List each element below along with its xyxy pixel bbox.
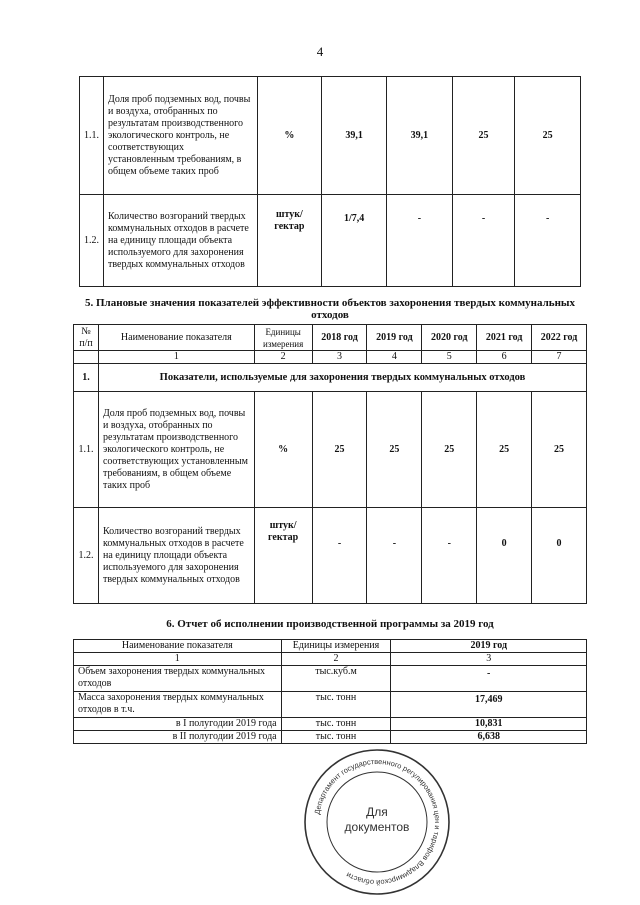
value-cell: 39,1 (387, 77, 453, 195)
page-number: 4 (316, 44, 324, 59)
indicator-name: Доля проб подземных вод, почвы и воздуха, отобранных по результатам производственного экологического контроль, не соответствующих установленным требованиям, в общем объеме таких проб (98, 392, 254, 508)
index-cell: 1 (74, 653, 282, 666)
header-year: 2021 год (477, 325, 532, 351)
index-row (74, 653, 587, 666)
value-cell: 6,638 (391, 731, 587, 744)
table-row (74, 392, 587, 508)
header-row (74, 325, 587, 351)
indicator-name: в I полугодии 2019 года (74, 718, 282, 731)
value-cell: - (452, 195, 515, 287)
table-row (80, 195, 581, 287)
group-title: Показатели, используемые для захоронения твердых коммунальных отходов (98, 364, 586, 392)
header-year: 2018 год (312, 325, 367, 351)
table-row (74, 666, 587, 692)
index-cell: 3 (312, 351, 367, 364)
indicator-name: Количество возгораний твердых коммунальных отходов в расчете на единицу площади объекта используемого для захоронения твердых коммунальных отходов (104, 195, 258, 287)
section-6-title: 6. Отчет об исполнении производственной программы за 2019 год (166, 618, 494, 630)
header-name: Наименование показателя (98, 325, 254, 351)
table-row (74, 692, 587, 718)
stamp-center-line2: документов (344, 820, 410, 834)
value-cell: 25 (477, 392, 532, 508)
stamp-center-line1: Для (366, 805, 388, 819)
unit: % (257, 77, 322, 195)
indicator-name: Количество возгораний твердых коммунальных отходов в расчете на единицу площади объекта используемого для захоронения твердых коммунальных отходов (98, 508, 254, 604)
unit: % (254, 392, 312, 508)
official-stamp (303, 748, 451, 896)
indicator-name: в II полугодии 2019 года (74, 731, 282, 744)
index-cell: 3 (391, 653, 587, 666)
table-row (74, 508, 587, 604)
value-cell: - (367, 508, 422, 604)
indicator-name: Масса захоронения твердых коммунальных отходов в т.ч. (74, 692, 282, 718)
indicator-name: Доля проб подземных вод, почвы и воздуха, отобранных по результатам производственного экологического контроль, не соответствующих установленным требованиям, в общем объеме таких проб (104, 77, 258, 195)
value-cell: 25 (312, 392, 367, 508)
table-row (74, 718, 587, 731)
value-cell: - (422, 508, 477, 604)
unit: штук/ гектар (254, 508, 312, 604)
unit: тыс. тонн (281, 718, 391, 731)
value-cell: - (387, 195, 453, 287)
unit: тыс. тонн (281, 692, 391, 718)
index-cell: 7 (532, 351, 587, 364)
value-cell: 25 (367, 392, 422, 508)
header-row (74, 640, 587, 653)
value-cell: 25 (515, 77, 581, 195)
row-number: 1.2. (74, 508, 99, 604)
index-cell: 5 (422, 351, 477, 364)
index-row (74, 351, 587, 364)
index-cell: 2 (254, 351, 312, 364)
value-cell: 0 (532, 508, 587, 604)
value-cell: 39,1 (322, 77, 387, 195)
section-5-table (73, 324, 587, 604)
value-cell: - (312, 508, 367, 604)
header-year: 2022 год (532, 325, 587, 351)
index-cell: 2 (281, 653, 391, 666)
unit: штук/ гектар (257, 195, 322, 287)
header-unit: Единицы измерения (254, 325, 312, 351)
header-num: № п/п (74, 325, 99, 351)
value-cell: - (391, 666, 587, 692)
value-cell: 25 (532, 392, 587, 508)
group-row (74, 364, 587, 392)
value-cell: 25 (452, 77, 515, 195)
indicator-name: Объем захоронения твердых коммунальных отходов (74, 666, 282, 692)
index-cell: 6 (477, 351, 532, 364)
row-number: 1.1. (74, 392, 99, 508)
unit: тыс. тонн (281, 731, 391, 744)
unit: тыс.куб.м (281, 666, 391, 692)
value-cell: 25 (422, 392, 477, 508)
section-5-title: 5. Плановые значения показателей эффективности объектов захоронения твердых коммунальных отходов (85, 297, 575, 321)
header-name: Наименование показателя (74, 640, 282, 653)
table-row (74, 731, 587, 744)
index-cell: 4 (367, 351, 422, 364)
header-year: 2020 год (422, 325, 477, 351)
header-year: 2019 год (391, 640, 587, 653)
table-row (80, 77, 581, 195)
stamp-ring-text: Департамент государственного регулирования цен и тарифов Владимирской области (312, 756, 443, 888)
row-number: 1.2. (80, 195, 104, 287)
value-cell: 1/7,4 (322, 195, 387, 287)
group-num: 1. (74, 364, 99, 392)
header-year: 2019 год (367, 325, 422, 351)
value-cell: 0 (477, 508, 532, 604)
header-unit: Единицы измерения (281, 640, 391, 653)
row-number: 1.1. (80, 77, 104, 195)
table-continued (79, 76, 581, 287)
value-cell: 17,469 (391, 692, 587, 718)
index-cell: 1 (98, 351, 254, 364)
section-6-table (73, 639, 587, 744)
value-cell: 10,831 (391, 718, 587, 731)
value-cell: - (515, 195, 581, 287)
